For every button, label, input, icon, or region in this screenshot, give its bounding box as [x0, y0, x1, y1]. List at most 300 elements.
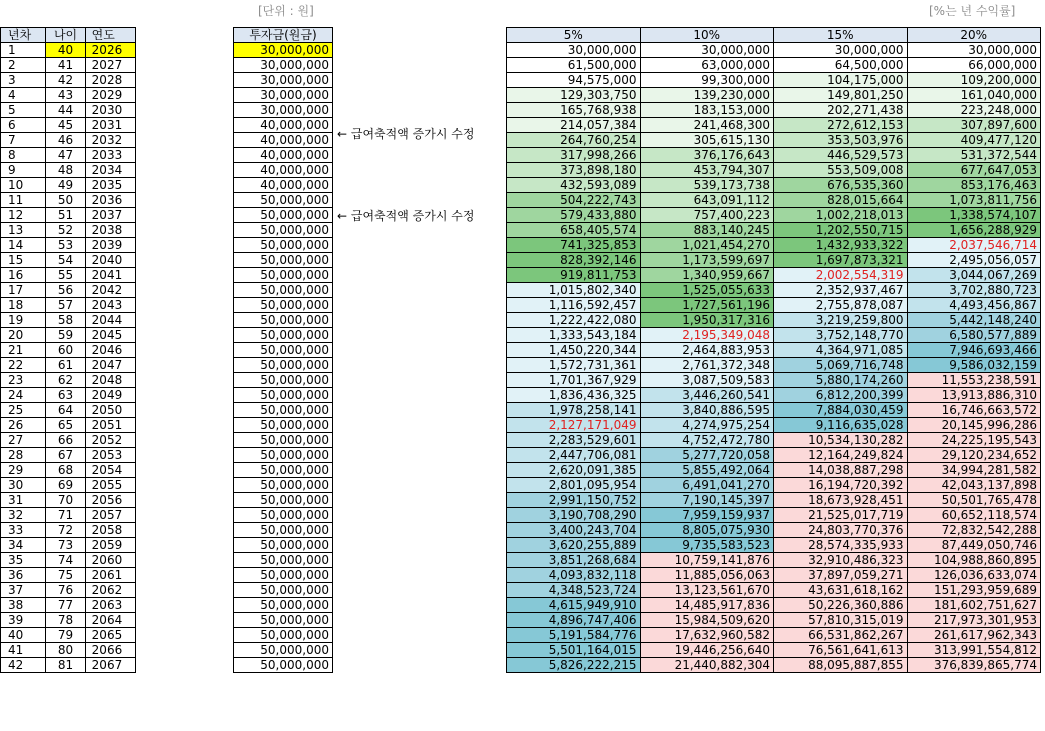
cell-age[interactable]: 43 [46, 88, 85, 103]
cell-year[interactable]: 2051 [85, 418, 135, 433]
cell-return-10pct[interactable]: 1,021,454,270 [640, 238, 774, 253]
cell-year[interactable]: 2039 [85, 238, 135, 253]
cell-age[interactable]: 72 [46, 523, 85, 538]
cell-year[interactable]: 2031 [85, 118, 135, 133]
cell-return-20pct[interactable]: 30,000,000 [907, 43, 1041, 58]
cell-return-10pct[interactable]: 305,615,130 [640, 133, 774, 148]
cell-year-no[interactable]: 14 [1, 238, 46, 253]
cell-invest[interactable]: 50,000,000 [234, 478, 333, 493]
cell-return-5pct[interactable]: 504,222,743 [507, 193, 641, 208]
cell-return-5pct[interactable]: 2,447,706,081 [507, 448, 641, 463]
cell-return-10pct[interactable]: 2,195,349,048 [640, 328, 774, 343]
cell-age[interactable]: 66 [46, 433, 85, 448]
cell-return-15pct[interactable]: 76,561,641,613 [774, 643, 908, 658]
cell-year[interactable]: 2033 [85, 148, 135, 163]
cell-year[interactable]: 2054 [85, 463, 135, 478]
cell-year-no[interactable]: 6 [1, 118, 46, 133]
cell-return-10pct[interactable]: 11,885,056,063 [640, 568, 774, 583]
cell-return-15pct[interactable]: 43,631,618,162 [774, 583, 908, 598]
cell-return-20pct[interactable]: 60,652,118,574 [907, 508, 1041, 523]
cell-age[interactable]: 58 [46, 313, 85, 328]
cell-invest[interactable]: 50,000,000 [234, 523, 333, 538]
cell-return-5pct[interactable]: 1,836,436,325 [507, 388, 641, 403]
cell-invest[interactable]: 50,000,000 [234, 508, 333, 523]
cell-year[interactable]: 2028 [85, 73, 135, 88]
cell-return-15pct[interactable]: 1,202,550,715 [774, 223, 908, 238]
header-age[interactable]: 나이 [46, 28, 85, 43]
cell-age[interactable]: 50 [46, 193, 85, 208]
cell-year[interactable]: 2029 [85, 88, 135, 103]
cell-return-15pct[interactable]: 1,002,218,013 [774, 208, 908, 223]
cell-invest[interactable]: 50,000,000 [234, 493, 333, 508]
cell-year[interactable]: 2059 [85, 538, 135, 553]
cell-invest[interactable]: 50,000,000 [234, 328, 333, 343]
cell-return-5pct[interactable]: 1,222,422,080 [507, 313, 641, 328]
cell-return-15pct[interactable]: 676,535,360 [774, 178, 908, 193]
cell-return-15pct[interactable]: 57,810,315,019 [774, 613, 908, 628]
cell-year-no[interactable]: 8 [1, 148, 46, 163]
cell-invest[interactable]: 50,000,000 [234, 433, 333, 448]
cell-return-10pct[interactable]: 4,274,975,254 [640, 418, 774, 433]
cell-year-no[interactable]: 4 [1, 88, 46, 103]
cell-return-20pct[interactable]: 11,553,238,591 [907, 373, 1041, 388]
cell-year-no[interactable]: 9 [1, 163, 46, 178]
cell-return-20pct[interactable]: 677,647,053 [907, 163, 1041, 178]
cell-return-10pct[interactable]: 3,840,886,595 [640, 403, 774, 418]
cell-return-15pct[interactable]: 3,219,259,800 [774, 313, 908, 328]
cell-return-20pct[interactable]: 1,656,288,929 [907, 223, 1041, 238]
cell-invest[interactable]: 30,000,000 [234, 43, 333, 58]
cell-return-20pct[interactable]: 161,040,000 [907, 88, 1041, 103]
cell-return-15pct[interactable]: 828,015,664 [774, 193, 908, 208]
cell-return-5pct[interactable]: 1,572,731,361 [507, 358, 641, 373]
cell-return-20pct[interactable]: 6,580,577,889 [907, 328, 1041, 343]
cell-return-20pct[interactable]: 223,248,000 [907, 103, 1041, 118]
cell-invest[interactable]: 40,000,000 [234, 178, 333, 193]
cell-return-15pct[interactable]: 5,069,716,748 [774, 358, 908, 373]
cell-invest[interactable]: 40,000,000 [234, 163, 333, 178]
cell-year[interactable]: 2038 [85, 223, 135, 238]
cell-age[interactable]: 61 [46, 358, 85, 373]
cell-year[interactable]: 2058 [85, 523, 135, 538]
cell-return-20pct[interactable]: 66,000,000 [907, 58, 1041, 73]
cell-year[interactable]: 2045 [85, 328, 135, 343]
cell-return-15pct[interactable]: 10,534,130,282 [774, 433, 908, 448]
cell-invest[interactable]: 40,000,000 [234, 148, 333, 163]
cell-return-15pct[interactable]: 12,164,249,824 [774, 448, 908, 463]
cell-return-5pct[interactable]: 432,593,089 [507, 178, 641, 193]
cell-year[interactable]: 2036 [85, 193, 135, 208]
cell-year[interactable]: 2057 [85, 508, 135, 523]
cell-invest[interactable]: 40,000,000 [234, 133, 333, 148]
cell-year-no[interactable]: 31 [1, 493, 46, 508]
cell-invest[interactable]: 50,000,000 [234, 538, 333, 553]
cell-return-10pct[interactable]: 883,140,245 [640, 223, 774, 238]
cell-return-15pct[interactable]: 21,525,017,719 [774, 508, 908, 523]
cell-invest[interactable]: 50,000,000 [234, 373, 333, 388]
cell-return-20pct[interactable]: 4,493,456,867 [907, 298, 1041, 313]
cell-year-no[interactable]: 36 [1, 568, 46, 583]
cell-year-no[interactable]: 42 [1, 658, 46, 673]
cell-year[interactable]: 2066 [85, 643, 135, 658]
cell-age[interactable]: 48 [46, 163, 85, 178]
cell-return-20pct[interactable]: 2,037,546,714 [907, 238, 1041, 253]
cell-return-20pct[interactable]: 1,073,811,756 [907, 193, 1041, 208]
cell-year-no[interactable]: 19 [1, 313, 46, 328]
cell-age[interactable]: 54 [46, 253, 85, 268]
cell-year-no[interactable]: 17 [1, 283, 46, 298]
cell-year[interactable]: 2067 [85, 658, 135, 673]
cell-year[interactable]: 2042 [85, 283, 135, 298]
cell-return-10pct[interactable]: 2,761,372,348 [640, 358, 774, 373]
cell-year-no[interactable]: 13 [1, 223, 46, 238]
cell-return-15pct[interactable]: 14,038,887,298 [774, 463, 908, 478]
cell-age[interactable]: 79 [46, 628, 85, 643]
header-15pct[interactable]: 15% [774, 28, 908, 43]
cell-return-20pct[interactable]: 34,994,281,582 [907, 463, 1041, 478]
cell-return-15pct[interactable]: 5,880,174,260 [774, 373, 908, 388]
cell-return-10pct[interactable]: 5,277,720,058 [640, 448, 774, 463]
cell-year[interactable]: 2041 [85, 268, 135, 283]
cell-year-no[interactable]: 20 [1, 328, 46, 343]
cell-invest[interactable]: 50,000,000 [234, 553, 333, 568]
cell-invest[interactable]: 30,000,000 [234, 103, 333, 118]
cell-invest[interactable]: 30,000,000 [234, 58, 333, 73]
cell-return-5pct[interactable]: 1,116,592,457 [507, 298, 641, 313]
cell-invest[interactable]: 50,000,000 [234, 223, 333, 238]
cell-year-no[interactable]: 16 [1, 268, 46, 283]
cell-year-no[interactable]: 18 [1, 298, 46, 313]
cell-return-5pct[interactable]: 1,450,220,344 [507, 343, 641, 358]
cell-return-15pct[interactable]: 1,697,873,321 [774, 253, 908, 268]
cell-year[interactable]: 2055 [85, 478, 135, 493]
cell-year[interactable]: 2061 [85, 568, 135, 583]
cell-return-20pct[interactable]: 29,120,234,652 [907, 448, 1041, 463]
cell-return-15pct[interactable]: 7,884,030,459 [774, 403, 908, 418]
cell-age[interactable]: 41 [46, 58, 85, 73]
cell-invest[interactable]: 50,000,000 [234, 313, 333, 328]
cell-age[interactable]: 62 [46, 373, 85, 388]
cell-invest[interactable]: 50,000,000 [234, 193, 333, 208]
cell-age[interactable]: 81 [46, 658, 85, 673]
cell-return-20pct[interactable]: 24,225,195,543 [907, 433, 1041, 448]
cell-year-no[interactable]: 23 [1, 373, 46, 388]
cell-return-15pct[interactable]: 28,574,335,933 [774, 538, 908, 553]
cell-age[interactable]: 47 [46, 148, 85, 163]
cell-year-no[interactable]: 3 [1, 73, 46, 88]
cell-invest[interactable]: 50,000,000 [234, 388, 333, 403]
cell-year[interactable]: 2063 [85, 598, 135, 613]
cell-return-20pct[interactable]: 853,176,463 [907, 178, 1041, 193]
cell-year-no[interactable]: 21 [1, 343, 46, 358]
cell-year[interactable]: 2052 [85, 433, 135, 448]
cell-invest[interactable]: 50,000,000 [234, 238, 333, 253]
cell-return-20pct[interactable]: 376,839,865,774 [907, 658, 1041, 673]
cell-return-20pct[interactable]: 313,991,554,812 [907, 643, 1041, 658]
cell-return-5pct[interactable]: 5,191,584,776 [507, 628, 641, 643]
cell-year[interactable]: 2026 [85, 43, 135, 58]
cell-age[interactable]: 40 [46, 43, 85, 58]
cell-year[interactable]: 2043 [85, 298, 135, 313]
cell-return-10pct[interactable]: 1,950,317,316 [640, 313, 774, 328]
cell-return-20pct[interactable]: 20,145,996,286 [907, 418, 1041, 433]
cell-age[interactable]: 75 [46, 568, 85, 583]
cell-age[interactable]: 76 [46, 583, 85, 598]
cell-year-no[interactable]: 32 [1, 508, 46, 523]
cell-invest[interactable]: 30,000,000 [234, 73, 333, 88]
cell-age[interactable]: 73 [46, 538, 85, 553]
cell-age[interactable]: 60 [46, 343, 85, 358]
cell-year[interactable]: 2032 [85, 133, 135, 148]
cell-return-15pct[interactable]: 6,812,200,399 [774, 388, 908, 403]
cell-return-5pct[interactable]: 2,991,150,752 [507, 493, 641, 508]
cell-return-5pct[interactable]: 94,575,000 [507, 73, 641, 88]
cell-age[interactable]: 74 [46, 553, 85, 568]
cell-age[interactable]: 56 [46, 283, 85, 298]
cell-return-10pct[interactable]: 1,525,055,633 [640, 283, 774, 298]
cell-return-10pct[interactable]: 13,123,561,670 [640, 583, 774, 598]
cell-return-15pct[interactable]: 9,116,635,028 [774, 418, 908, 433]
cell-return-20pct[interactable]: 307,897,600 [907, 118, 1041, 133]
cell-year[interactable]: 2048 [85, 373, 135, 388]
cell-return-20pct[interactable]: 151,293,959,689 [907, 583, 1041, 598]
cell-year[interactable]: 2047 [85, 358, 135, 373]
cell-year[interactable]: 2040 [85, 253, 135, 268]
cell-return-5pct[interactable]: 317,998,266 [507, 148, 641, 163]
cell-return-10pct[interactable]: 3,087,509,583 [640, 373, 774, 388]
cell-return-10pct[interactable]: 9,735,583,523 [640, 538, 774, 553]
cell-year-no[interactable]: 39 [1, 613, 46, 628]
cell-return-5pct[interactable]: 129,303,750 [507, 88, 641, 103]
cell-return-15pct[interactable]: 66,531,862,267 [774, 628, 908, 643]
cell-invest[interactable]: 50,000,000 [234, 283, 333, 298]
cell-age[interactable]: 63 [46, 388, 85, 403]
cell-return-15pct[interactable]: 32,910,486,323 [774, 553, 908, 568]
header-year-no[interactable]: 년차 [1, 28, 46, 43]
cell-return-15pct[interactable]: 2,352,937,467 [774, 283, 908, 298]
cell-return-5pct[interactable]: 61,500,000 [507, 58, 641, 73]
cell-year-no[interactable]: 2 [1, 58, 46, 73]
cell-year-no[interactable]: 1 [1, 43, 46, 58]
cell-invest[interactable]: 50,000,000 [234, 628, 333, 643]
cell-year-no[interactable]: 27 [1, 433, 46, 448]
cell-return-10pct[interactable]: 1,340,959,667 [640, 268, 774, 283]
cell-return-15pct[interactable]: 446,529,573 [774, 148, 908, 163]
cell-invest[interactable]: 50,000,000 [234, 358, 333, 373]
header-5pct[interactable]: 5% [507, 28, 641, 43]
cell-return-5pct[interactable]: 579,433,880 [507, 208, 641, 223]
cell-year[interactable]: 2035 [85, 178, 135, 193]
cell-year-no[interactable]: 40 [1, 628, 46, 643]
cell-age[interactable]: 55 [46, 268, 85, 283]
cell-return-20pct[interactable]: 42,043,137,898 [907, 478, 1041, 493]
cell-age[interactable]: 67 [46, 448, 85, 463]
cell-return-5pct[interactable]: 2,801,095,954 [507, 478, 641, 493]
cell-return-20pct[interactable]: 531,372,544 [907, 148, 1041, 163]
cell-return-20pct[interactable]: 72,832,542,288 [907, 523, 1041, 538]
cell-year-no[interactable]: 29 [1, 463, 46, 478]
cell-year[interactable]: 2060 [85, 553, 135, 568]
cell-return-10pct[interactable]: 183,153,000 [640, 103, 774, 118]
cell-return-20pct[interactable]: 217,973,301,953 [907, 613, 1041, 628]
cell-return-15pct[interactable]: 18,673,928,451 [774, 493, 908, 508]
cell-return-10pct[interactable]: 1,727,561,196 [640, 298, 774, 313]
cell-invest[interactable]: 50,000,000 [234, 253, 333, 268]
cell-return-5pct[interactable]: 2,127,171,049 [507, 418, 641, 433]
cell-return-10pct[interactable]: 757,400,223 [640, 208, 774, 223]
cell-return-10pct[interactable]: 2,464,883,953 [640, 343, 774, 358]
cell-return-5pct[interactable]: 2,283,529,601 [507, 433, 641, 448]
cell-return-20pct[interactable]: 16,746,663,572 [907, 403, 1041, 418]
cell-age[interactable]: 69 [46, 478, 85, 493]
cell-year-no[interactable]: 35 [1, 553, 46, 568]
cell-year-no[interactable]: 30 [1, 478, 46, 493]
cell-return-10pct[interactable]: 539,173,738 [640, 178, 774, 193]
cell-year-no[interactable]: 34 [1, 538, 46, 553]
cell-year[interactable]: 2030 [85, 103, 135, 118]
cell-year[interactable]: 2037 [85, 208, 135, 223]
cell-year[interactable]: 2046 [85, 343, 135, 358]
cell-return-20pct[interactable]: 87,449,050,746 [907, 538, 1041, 553]
cell-return-20pct[interactable]: 7,946,693,466 [907, 343, 1041, 358]
cell-year[interactable]: 2056 [85, 493, 135, 508]
cell-return-15pct[interactable]: 2,755,878,087 [774, 298, 908, 313]
cell-return-20pct[interactable]: 1,338,574,107 [907, 208, 1041, 223]
cell-return-15pct[interactable]: 88,095,887,855 [774, 658, 908, 673]
cell-year-no[interactable]: 25 [1, 403, 46, 418]
cell-year-no[interactable]: 24 [1, 388, 46, 403]
cell-return-5pct[interactable]: 1,978,258,141 [507, 403, 641, 418]
cell-return-5pct[interactable]: 919,811,753 [507, 268, 641, 283]
cell-return-10pct[interactable]: 15,984,509,620 [640, 613, 774, 628]
cell-year-no[interactable]: 38 [1, 598, 46, 613]
cell-return-10pct[interactable]: 10,759,141,876 [640, 553, 774, 568]
cell-return-5pct[interactable]: 373,898,180 [507, 163, 641, 178]
cell-age[interactable]: 77 [46, 598, 85, 613]
cell-return-15pct[interactable]: 50,226,360,886 [774, 598, 908, 613]
cell-return-20pct[interactable]: 50,501,765,478 [907, 493, 1041, 508]
cell-age[interactable]: 71 [46, 508, 85, 523]
cell-return-10pct[interactable]: 3,446,260,541 [640, 388, 774, 403]
cell-return-20pct[interactable]: 13,913,886,310 [907, 388, 1041, 403]
cell-return-5pct[interactable]: 3,190,708,290 [507, 508, 641, 523]
cell-return-5pct[interactable]: 2,620,091,385 [507, 463, 641, 478]
cell-return-15pct[interactable]: 37,897,059,271 [774, 568, 908, 583]
cell-year[interactable]: 2065 [85, 628, 135, 643]
cell-year-no[interactable]: 26 [1, 418, 46, 433]
cell-year-no[interactable]: 12 [1, 208, 46, 223]
cell-return-10pct[interactable]: 21,440,882,304 [640, 658, 774, 673]
cell-return-20pct[interactable]: 261,617,962,343 [907, 628, 1041, 643]
cell-return-20pct[interactable]: 5,442,148,240 [907, 313, 1041, 328]
cell-return-20pct[interactable]: 9,586,032,159 [907, 358, 1041, 373]
cell-return-15pct[interactable]: 3,752,148,770 [774, 328, 908, 343]
cell-return-15pct[interactable]: 149,801,250 [774, 88, 908, 103]
cell-invest[interactable]: 50,000,000 [234, 418, 333, 433]
cell-return-10pct[interactable]: 241,468,300 [640, 118, 774, 133]
cell-year-no[interactable]: 7 [1, 133, 46, 148]
cell-return-5pct[interactable]: 828,392,146 [507, 253, 641, 268]
cell-year-no[interactable]: 10 [1, 178, 46, 193]
cell-year[interactable]: 2062 [85, 583, 135, 598]
cell-age[interactable]: 42 [46, 73, 85, 88]
cell-return-10pct[interactable]: 643,091,112 [640, 193, 774, 208]
cell-return-5pct[interactable]: 658,405,574 [507, 223, 641, 238]
cell-return-10pct[interactable]: 14,485,917,836 [640, 598, 774, 613]
cell-return-5pct[interactable]: 30,000,000 [507, 43, 641, 58]
cell-age[interactable]: 70 [46, 493, 85, 508]
cell-invest[interactable]: 50,000,000 [234, 643, 333, 658]
cell-return-10pct[interactable]: 1,173,599,697 [640, 253, 774, 268]
cell-invest[interactable]: 50,000,000 [234, 208, 333, 223]
cell-return-10pct[interactable]: 4,752,472,780 [640, 433, 774, 448]
header-invest[interactable]: 투자금(원금) [234, 28, 333, 43]
cell-year[interactable]: 2034 [85, 163, 135, 178]
cell-return-10pct[interactable]: 17,632,960,582 [640, 628, 774, 643]
cell-return-15pct[interactable]: 272,612,153 [774, 118, 908, 133]
cell-invest[interactable]: 50,000,000 [234, 448, 333, 463]
cell-invest[interactable]: 50,000,000 [234, 568, 333, 583]
cell-age[interactable]: 68 [46, 463, 85, 478]
cell-return-20pct[interactable]: 109,200,000 [907, 73, 1041, 88]
cell-year-no[interactable]: 41 [1, 643, 46, 658]
cell-year-no[interactable]: 15 [1, 253, 46, 268]
cell-return-5pct[interactable]: 5,826,222,215 [507, 658, 641, 673]
cell-year[interactable]: 2050 [85, 403, 135, 418]
cell-return-5pct[interactable]: 1,701,367,929 [507, 373, 641, 388]
cell-invest[interactable]: 50,000,000 [234, 343, 333, 358]
cell-return-5pct[interactable]: 4,093,832,118 [507, 568, 641, 583]
cell-return-15pct[interactable]: 64,500,000 [774, 58, 908, 73]
cell-year[interactable]: 2027 [85, 58, 135, 73]
cell-return-10pct[interactable]: 63,000,000 [640, 58, 774, 73]
cell-return-20pct[interactable]: 409,477,120 [907, 133, 1041, 148]
cell-year-no[interactable]: 28 [1, 448, 46, 463]
cell-return-10pct[interactable]: 19,446,256,640 [640, 643, 774, 658]
cell-year[interactable]: 2053 [85, 448, 135, 463]
cell-return-20pct[interactable]: 126,036,633,074 [907, 568, 1041, 583]
cell-year-no[interactable]: 22 [1, 358, 46, 373]
cell-return-15pct[interactable]: 202,271,438 [774, 103, 908, 118]
cell-invest[interactable]: 50,000,000 [234, 268, 333, 283]
cell-age[interactable]: 57 [46, 298, 85, 313]
cell-return-5pct[interactable]: 214,057,384 [507, 118, 641, 133]
cell-age[interactable]: 44 [46, 103, 85, 118]
cell-return-15pct[interactable]: 2,002,554,319 [774, 268, 908, 283]
cell-age[interactable]: 46 [46, 133, 85, 148]
cell-age[interactable]: 65 [46, 418, 85, 433]
cell-return-5pct[interactable]: 264,760,254 [507, 133, 641, 148]
cell-return-15pct[interactable]: 553,509,008 [774, 163, 908, 178]
cell-return-15pct[interactable]: 16,194,720,392 [774, 478, 908, 493]
cell-return-5pct[interactable]: 3,851,268,684 [507, 553, 641, 568]
cell-year-no[interactable]: 33 [1, 523, 46, 538]
cell-invest[interactable]: 50,000,000 [234, 403, 333, 418]
cell-age[interactable]: 52 [46, 223, 85, 238]
cell-return-10pct[interactable]: 5,855,492,064 [640, 463, 774, 478]
cell-return-5pct[interactable]: 1,015,802,340 [507, 283, 641, 298]
cell-year[interactable]: 2064 [85, 613, 135, 628]
cell-return-5pct[interactable]: 5,501,164,015 [507, 643, 641, 658]
cell-return-10pct[interactable]: 139,230,000 [640, 88, 774, 103]
cell-return-15pct[interactable]: 353,503,976 [774, 133, 908, 148]
cell-invest[interactable]: 50,000,000 [234, 598, 333, 613]
cell-return-15pct[interactable]: 30,000,000 [774, 43, 908, 58]
cell-invest[interactable]: 40,000,000 [234, 118, 333, 133]
cell-return-10pct[interactable]: 30,000,000 [640, 43, 774, 58]
cell-return-15pct[interactable]: 4,364,971,085 [774, 343, 908, 358]
cell-return-5pct[interactable]: 3,620,255,889 [507, 538, 641, 553]
